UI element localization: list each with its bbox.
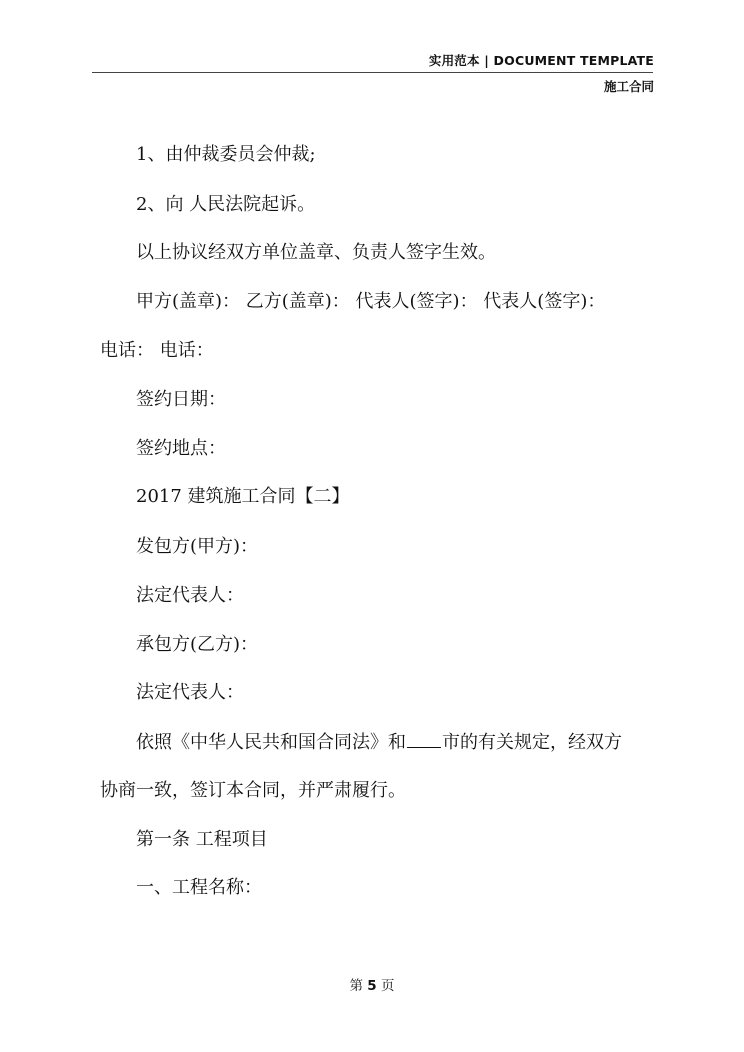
page-number: 5: [367, 978, 377, 994]
signature-line: 甲方(盖章)： 乙方(盖章)： 代表人(签字)： 代表人(签字)：: [136, 291, 606, 312]
project-name-line: 一、工程名称：: [136, 877, 262, 898]
footer-prefix: 第: [349, 978, 363, 994]
fill-in-blank: [407, 730, 441, 748]
signing-date-line: 签约日期：: [136, 389, 226, 410]
section-heading: 2017 建筑施工合同【二】: [136, 486, 350, 507]
article-heading: 第一条 工程项目: [136, 829, 268, 850]
header-subtitle: 施工合同: [603, 79, 654, 94]
contractor-line: 承包方(乙方)：: [136, 634, 259, 655]
contractor-representative-line: 法定代表人：: [136, 682, 244, 703]
signing-place-line: 签约地点：: [136, 438, 226, 459]
footer-suffix: 页: [381, 978, 395, 994]
header-title: 实用范本 | DOCUMENT TEMPLATE: [428, 53, 654, 68]
phone-line: 电话： 电话：: [100, 340, 214, 361]
body-line-3: 以上协议经双方单位盖章、负责人签字生效。: [136, 242, 496, 263]
paragraph-line-1: [136, 730, 622, 755]
paragraph-line-2: 协商一致，签订本合同，并严肃履行。: [100, 780, 406, 801]
body-line-2: 2、向 人民法院起诉。: [136, 194, 316, 215]
body-line-1: 1、由仲裁委员会仲裁;: [136, 144, 316, 165]
employer-representative-line: 法定代表人：: [136, 585, 244, 606]
paragraph-text-end: 市的有关规定，经双方: [442, 732, 622, 753]
header-rule: [92, 72, 653, 73]
paragraph-text-start: 依照《中华人民共和国合同法》和: [136, 732, 406, 753]
employer-line: 发包方(甲方)：: [136, 536, 259, 557]
page-footer: [0, 974, 744, 994]
